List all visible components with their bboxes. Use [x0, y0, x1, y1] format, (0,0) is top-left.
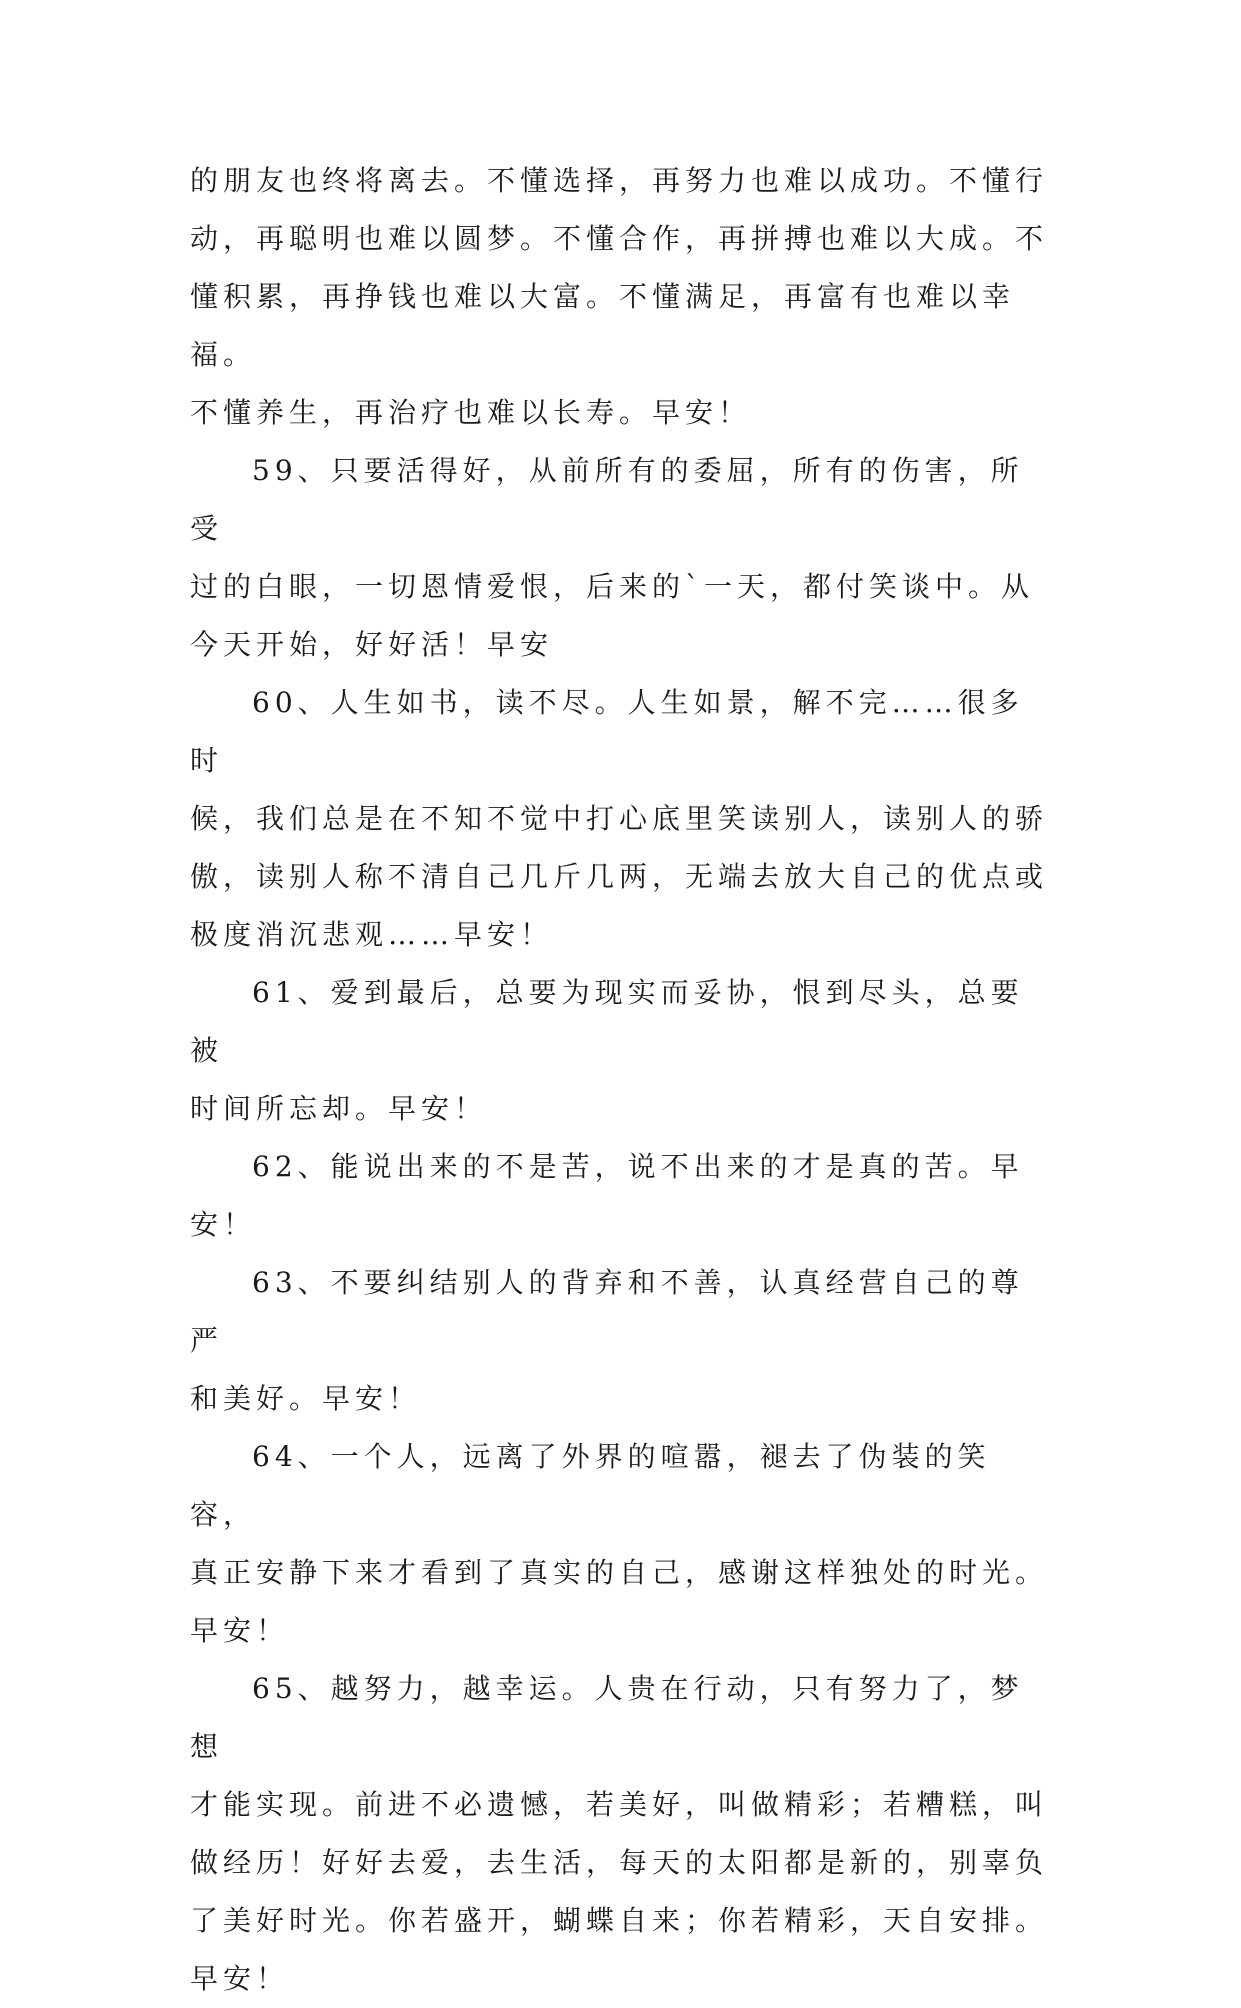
text-line: 59、只要活得好，从前所有的委屈，所有的伤害，所受	[190, 454, 1024, 545]
text-line: 63、不要纠结别人的背弃和不善，认真经营自己的尊严	[190, 1266, 1024, 1357]
text-line: 懂积累，再挣钱也难以大富。不懂满足，再富有也难以幸福。	[190, 280, 1016, 371]
paragraph-p60	[190, 674, 1050, 964]
text-line: 极度消沉悲观……早安！	[190, 918, 554, 951]
text-line: 的朋友也终将离去。不懂选择，再努力也难以成功。不懂行	[190, 164, 1049, 197]
text-line: 60、人生如书，读不尽。人生如景，解不完……很多时	[190, 686, 1024, 777]
paragraph-p62	[190, 1138, 1050, 1254]
paragraph-p0	[190, 152, 1050, 442]
paragraph-p64	[190, 1428, 1050, 1660]
text-line: 时间所忘却。早安！	[190, 1092, 488, 1125]
text-line: 候，我们总是在不知不觉中打心底里笑读别人，读别人的骄	[190, 802, 1049, 835]
text-line: 真正安静下来才看到了真实的自己，感谢这样独处的时光。	[190, 1556, 1049, 1589]
text-line: 61、爱到最后，总要为现实而妥协，恨到尽头，总要被	[190, 976, 1024, 1067]
text-line: 62、能说出来的不是苦，说不出来的才是真的苦。早安！	[190, 1150, 1024, 1241]
document-page	[190, 152, 1050, 2008]
paragraph-list	[190, 152, 1050, 2008]
text-line: 不懂养生，再治疗也难以长寿。早安！	[190, 396, 752, 429]
text-line: 过的白眼，一切恩情爱恨，后来的`一天，都付笑谈中。从	[190, 570, 1035, 603]
paragraph-p65	[190, 1660, 1050, 2008]
text-line: 做经历！好好去爱，去生活，每天的太阳都是新的，别辜负	[190, 1846, 1049, 1879]
paragraph-p59	[190, 442, 1050, 674]
text-line: 64、一个人，远离了外界的喧嚣，褪去了伪装的笑容，	[190, 1440, 991, 1531]
text-line: 才能实现。前进不必遗憾，若美好，叫做精彩；若糟糕，叫	[190, 1788, 1049, 1821]
text-line: 早安！	[190, 1962, 290, 1995]
text-line: 傲，读别人称不清自己几斤几两，无端去放大自己的优点或	[190, 860, 1049, 893]
paragraph-p63	[190, 1254, 1050, 1428]
text-line: 动，再聪明也难以圆梦。不懂合作，再拼搏也难以大成。不	[190, 222, 1049, 255]
text-line: 了美好时光。你若盛开，蝴蝶自来；你若精彩，天自安排。	[190, 1904, 1049, 1937]
text-line: 早安！	[190, 1614, 290, 1647]
paragraph-p61	[190, 964, 1050, 1138]
text-line: 65、越努力，越幸运。人贵在行动，只有努力了，梦想	[190, 1672, 1024, 1763]
text-line: 和美好。早安！	[190, 1382, 422, 1415]
text-line: 今天开始，好好活！早安	[190, 628, 554, 661]
